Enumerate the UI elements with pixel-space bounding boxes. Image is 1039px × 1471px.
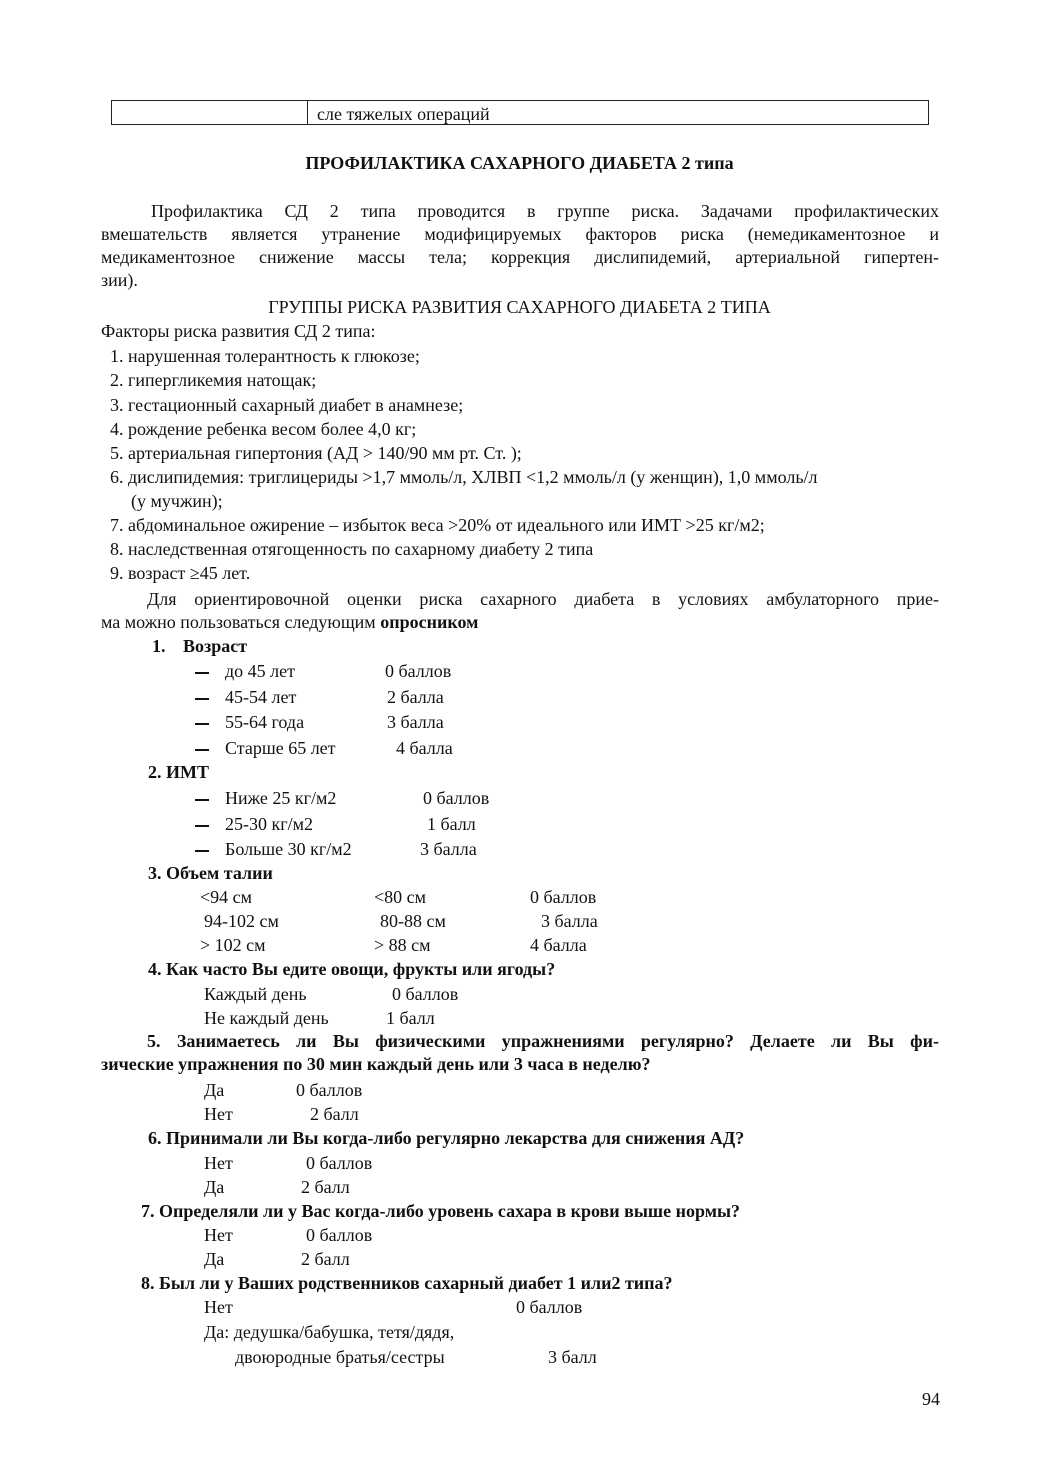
table-cell-text: сле тяжелых операций <box>317 104 490 124</box>
table-fragment <box>111 100 929 125</box>
q5-title <box>101 1030 939 1076</box>
table-divider <box>307 101 308 124</box>
q1-number: 1. <box>152 636 166 656</box>
q6-option-score: 2 балл <box>301 1177 350 1197</box>
q3-men-value: > 102 см <box>200 935 266 955</box>
dash-icon <box>195 840 209 858</box>
dash-icon <box>195 662 209 680</box>
page-title: ПРОФИЛАКТИКА САХАРНОГО ДИАБЕТА 2 типа <box>305 153 734 173</box>
q3-women-value: > 88 см <box>374 935 431 955</box>
q1-option-score: 4 балла <box>396 738 453 758</box>
q5-title-line: зические упражнения по 30 мин каждый день или 3 часа в неделю? <box>101 1054 651 1074</box>
q7-option-label: Да <box>204 1249 225 1269</box>
q6-option-score: 0 баллов <box>306 1153 373 1173</box>
factor-item: 8. наследственная отягощенность по сахарному диабету 2 типа <box>110 539 594 559</box>
factor-item: 6. дислипидемия: триглицериды >1,7 ммоль/л, ХЛВП <1,2 ммоль/л (у женщин), 1,0 ммоль/л <box>110 467 818 487</box>
q3-men-value: 94-102 см <box>204 911 279 931</box>
q2-option-label: Больше 30 кг/м2 <box>225 839 352 859</box>
factor-item: 2. гипергликемия натощак; <box>110 370 317 390</box>
q6-option-label: Нет <box>204 1153 233 1173</box>
intro-line: вмешательств является утранение модифицируемых факторов риска (немедикаментозное и <box>101 224 939 244</box>
q2-option-label: Ниже 25 кг/м2 <box>225 788 337 808</box>
survey-intro-text: ма можно пользоваться следующим <box>101 612 381 632</box>
q6-option-label: Да <box>204 1177 225 1197</box>
q3-score: 3 балла <box>541 911 598 931</box>
questionnaire-term: опросником <box>380 612 479 632</box>
factor-item: 7. абдоминальное ожирение – избыток веса >20% от идеального или ИМТ >25 кг/м2; <box>110 515 765 535</box>
q5-option-score: 0 баллов <box>296 1080 363 1100</box>
dash-icon <box>195 713 209 731</box>
q1-option-score: 3 балла <box>387 712 444 732</box>
q8-title: 8. Был ли у Ваших родственников сахарный диабет 1 или2 типа? <box>141 1273 673 1293</box>
q5-title-line: 5. Занимаетесь ли Вы физическими упражнениями регулярно? Делаете ли Вы фи- <box>147 1031 939 1051</box>
q4-option-score: 1 балл <box>386 1008 435 1028</box>
factor-item-continuation: (у мучжин); <box>131 491 223 511</box>
factor-item: 4. рождение ребенка весом более 4,0 кг; <box>110 419 417 439</box>
risk-groups-heading: ГРУППЫ РИСКА РАЗВИТИЯ САХАРНОГО ДИАБЕТА 2 ТИПА <box>268 297 771 317</box>
factors-heading: Факторы риска развития СД 2 типа: <box>101 321 376 341</box>
dash-icon <box>195 739 209 757</box>
q1-option-label: 45-54 лет <box>225 687 297 707</box>
q1-option-label: 55-64 года <box>225 712 305 732</box>
page-number: 94 <box>922 1389 940 1409</box>
q3-women-value: <80 см <box>374 887 427 907</box>
q5-option-label: Нет <box>204 1104 233 1124</box>
q8-option-score: 0 баллов <box>516 1297 583 1317</box>
dash-icon <box>195 789 209 807</box>
q3-women-value: 80-88 см <box>380 911 446 931</box>
intro-line: Профилактика СД 2 типа проводится в группе риска. Задачами профилактических <box>151 201 939 221</box>
q7-title: 7. Определяли ли у Вас когда-либо уровень сахара в крови выше нормы? <box>141 1201 741 1221</box>
factor-item: 5. артериальная гипертония (АД > 140/90 мм рт. Ст. ); <box>110 443 522 463</box>
q1-title: Возраст <box>183 636 248 656</box>
q2-option-score: 0 баллов <box>423 788 490 808</box>
q6-title: 6. Принимали ли Вы когда-либо регулярно лекарства для снижения АД? <box>148 1128 745 1148</box>
q4-option-label: Не каждый день <box>204 1008 329 1028</box>
q8-option-label: двоюродные братья/сестры <box>235 1347 445 1367</box>
q5-option-score: 2 балл <box>310 1104 359 1124</box>
q1-option-score: 0 баллов <box>385 661 452 681</box>
q1-option-label: Старше 65 лет <box>225 738 336 758</box>
q1-option-label: до 45 лет <box>225 661 295 681</box>
q8-option-score: 3 балл <box>548 1347 597 1367</box>
dash-icon <box>195 815 209 833</box>
survey-intro <box>101 588 939 634</box>
q2-option-score: 1 балл <box>427 814 476 834</box>
survey-intro-line: Для ориентировочной оценки риска сахарного диабета в условиях амбулаторного прие- <box>147 589 939 609</box>
factor-item: 3. гестационный сахарный диабет в анамнезе; <box>110 395 464 415</box>
q7-option-label: Нет <box>204 1225 233 1245</box>
q7-option-score: 2 балл <box>301 1249 350 1269</box>
q3-score: 4 балла <box>530 935 587 955</box>
q1-option-score: 2 балла <box>387 687 444 707</box>
q3-title: 3. Объем талии <box>148 863 273 883</box>
q8-option-label: Нет <box>204 1297 233 1317</box>
factor-item: 1. нарушенная толерантность к глюкозе; <box>110 346 420 366</box>
q3-men-value: <94 см <box>200 887 253 907</box>
intro-line: зии). <box>101 270 138 290</box>
q7-option-score: 0 баллов <box>306 1225 373 1245</box>
intro-paragraph <box>101 200 939 292</box>
q4-option-score: 0 баллов <box>392 984 459 1004</box>
q4-title: 4. Как часто Вы едите овощи, фрукты или ягоды? <box>148 959 556 979</box>
q3-score: 0 баллов <box>530 887 597 907</box>
q8-option-label: Да: дедушка/бабушка, тетя/дядя, <box>204 1322 455 1342</box>
dash-icon <box>195 688 209 706</box>
q2-title: 2. ИМТ <box>148 762 209 782</box>
q2-option-score: 3 балла <box>420 839 477 859</box>
survey-intro-line <box>101 611 939 634</box>
q2-option-label: 25-30 кг/м2 <box>225 814 314 834</box>
q5-option-label: Да <box>204 1080 225 1100</box>
factor-item: 9. возраст ≥45 лет. <box>110 563 251 583</box>
intro-line: медикаментозное снижение массы тела; коррекция дислипидемий, артериальной гипертен- <box>101 247 939 267</box>
q4-option-label: Каждый день <box>204 984 307 1004</box>
